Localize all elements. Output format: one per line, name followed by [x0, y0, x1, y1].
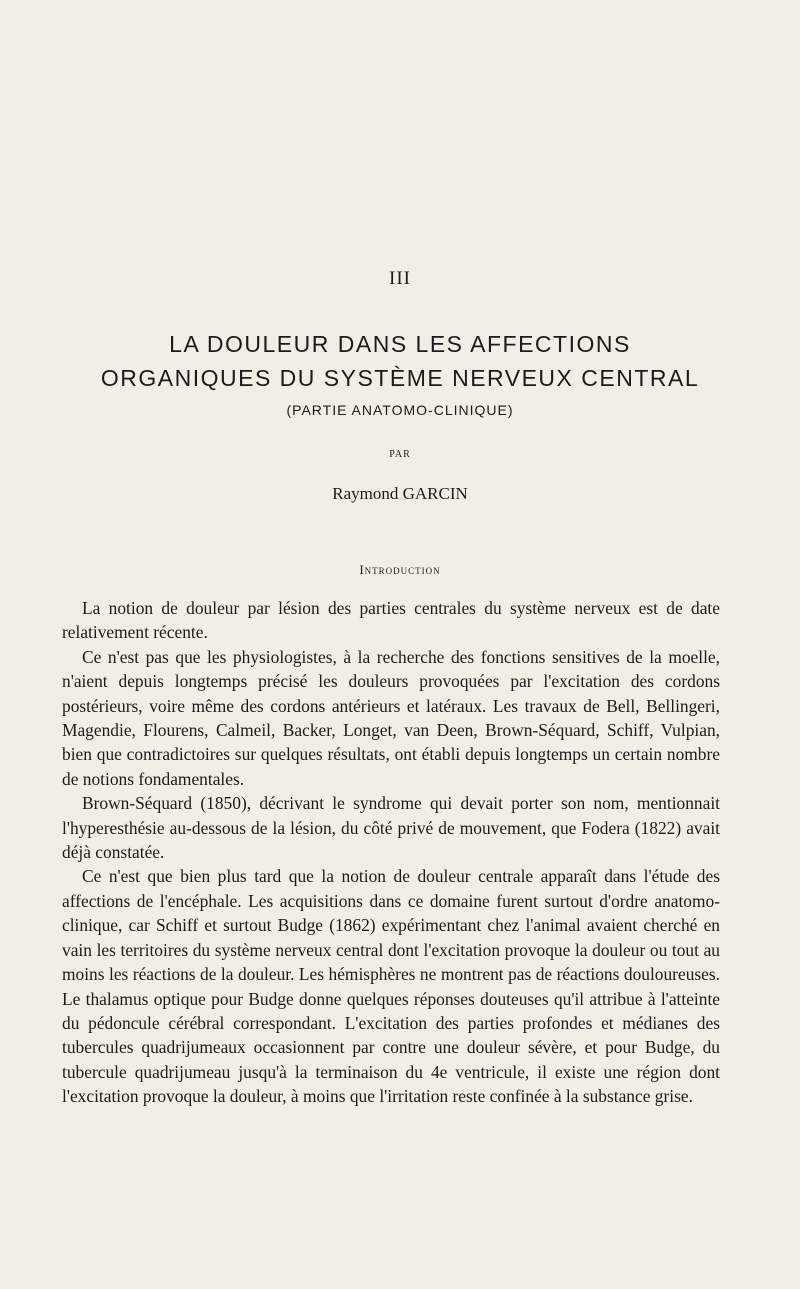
paragraph: Brown-Séquard (1850), décrivant le syndrome qui devait porter son nom, mentionnait l'hyperesthésie au-dessous de la lésion, du côté privé de mouvement, que Fodera (1822) avait déjà constatée.	[62, 793, 720, 863]
chapter-title	[0, 327, 800, 395]
paragraph: Ce n'est que bien plus tard que la notion de douleur centrale apparaît dans l'étude des affections de l'encéphale. Les acquisitions dans ce domaine furent surtout d'ordre anatomo-clinique, car Schiff et surtout Budge (1862) expérimentant chez l'animal avaient cherché en vain les territoires du système nerveux central dont l'excitation provoque la douleur ou tout au moins les réactions de la douleur. Les hémisphères ne montrent pas de réactions douloureuses. Le thalamus optique pour Budge donne quelques réponses douteuses qu'il attribue à l'atteinte du pédoncule cérébral correspondant. L'excitation des parties profondes et médianes des tubercules quadrijumeaux occasionnent par contre une douleur sévère, et pour Budge, du tubercule quadrijumeau jusqu'à la terminaison du 4e ventricule, il existe une région dont l'excitation provoque la douleur, à moins que l'irritation reste confinée à la substance grise.	[62, 866, 720, 1107]
author-name: Raymond GARCIN	[332, 484, 468, 503]
chapter-title-line-2: ORGANIQUES DU SYSTÈME NERVEUX CENTRAL	[100, 365, 700, 391]
chapter-title-line-1: LA DOULEUR DANS LES AFFECTIONS	[169, 331, 631, 357]
body-text	[62, 596, 720, 1109]
by-label: PAR	[389, 449, 411, 460]
chapter-subtitle: (PARTIE ANATOMO-CLINIQUE)	[286, 402, 514, 418]
paragraph: Ce n'est pas que les physiologistes, à la recherche des fonctions sensitives de la moelle, n'aient depuis longtemps précisé les douleurs provoquées par l'excitation des cordons postérieurs, voire même des cordons antérieurs et latéraux. Les travaux de Bell, Bellingeri, Magendie, Flourens, Calmeil, Backer, Longet, van Deen, Brown-Séquard, Schiff, Vulpian, bien que contradictoires sur quelques résultats, ont établi depuis longtemps un certain nombre de notions fondamentales.	[62, 646, 720, 789]
chapter-number: III	[389, 268, 411, 289]
section-heading: Introduction	[359, 562, 441, 577]
paragraph: La notion de douleur par lésion des parties centrales du système nerveux est de date relativement récente.	[62, 598, 720, 643]
